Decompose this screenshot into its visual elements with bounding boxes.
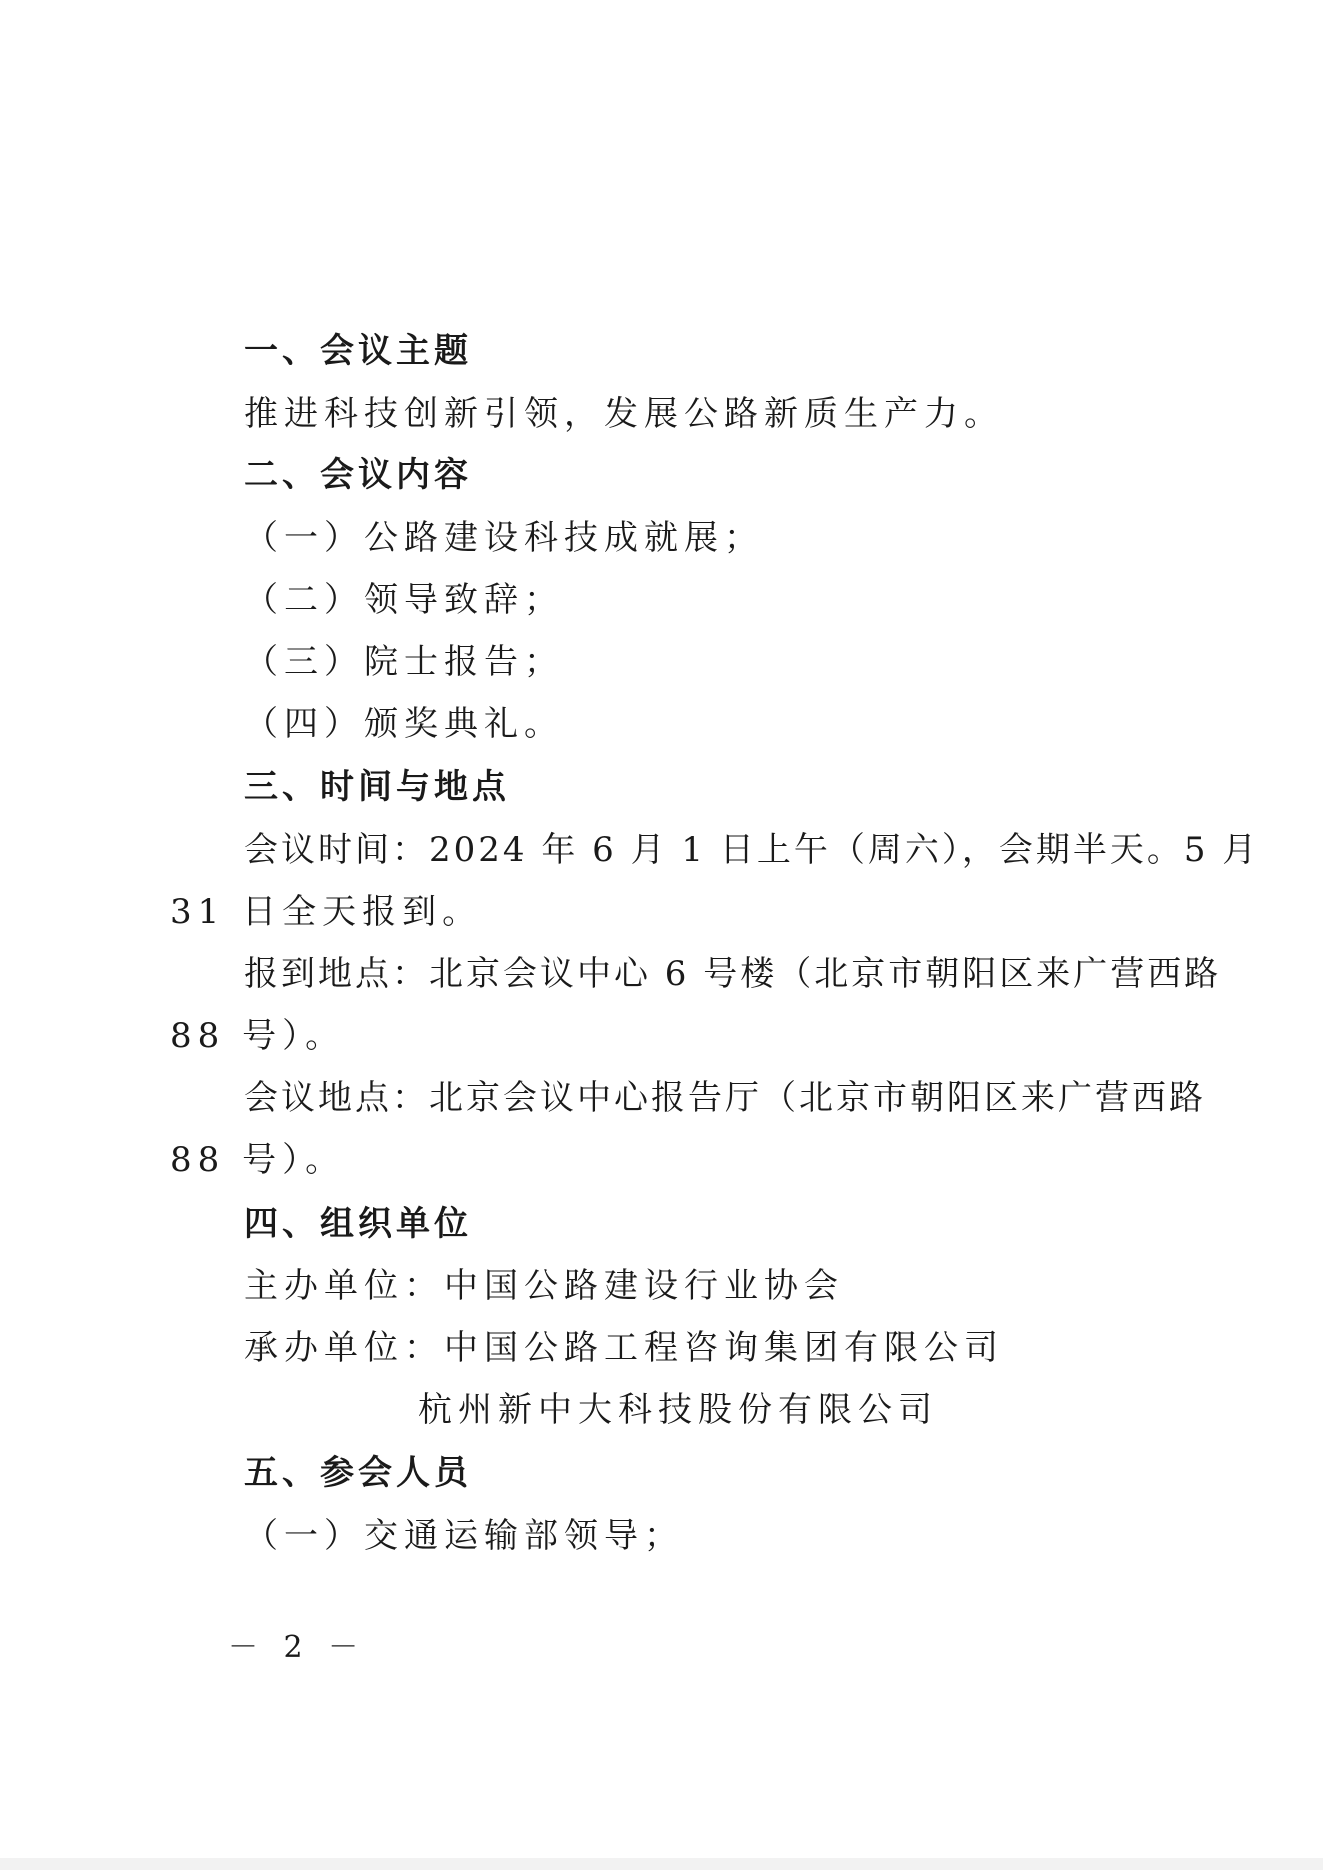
- content-item-4: （四）颁奖典礼。: [244, 704, 564, 744]
- scan-edge: [0, 1858, 1323, 1870]
- attendee-item-1: （一）交通运输部领导；: [244, 1516, 684, 1556]
- content-item-2: （二）领导致辞；: [244, 580, 564, 620]
- organizer-organization-2: 杭州新中大科技股份有限公司: [418, 1390, 938, 1430]
- content-item-3: （三）院士报告；: [244, 642, 564, 682]
- page-number: － 2 －: [228, 1630, 367, 1665]
- meeting-location-line-1: 会议地点：北京会议中心报告厅（北京市朝阳区来广营西路: [244, 1078, 1206, 1118]
- theme-text: 推进科技创新引领，发展公路新质生产力。: [244, 394, 1004, 434]
- checkin-location-line-1: 报到地点：北京会议中心 6 号楼（北京市朝阳区来广营西路: [244, 954, 1222, 994]
- section-heading-theme: 一、会议主题: [244, 331, 472, 371]
- meeting-time-line-1: 会议时间：2024 年 6 月 1 日上午（周六），会期半天。5 月: [244, 830, 1260, 870]
- content-item-1: （一）公路建设科技成就展；: [244, 518, 764, 558]
- section-heading-content: 二、会议内容: [244, 455, 472, 495]
- checkin-location-line-2: 88 号）。: [170, 1016, 346, 1056]
- host-organization: 主办单位：中国公路建设行业协会: [244, 1266, 844, 1306]
- meeting-location-line-2: 88 号）。: [170, 1140, 346, 1180]
- organizer-organization-1: 承办单位：中国公路工程咨询集团有限公司: [244, 1328, 1004, 1368]
- section-heading-attendees: 五、参会人员: [244, 1453, 472, 1493]
- meeting-time-line-2: 31 日全天报到。: [170, 892, 483, 932]
- section-heading-time-place: 三、时间与地点: [244, 767, 510, 807]
- section-heading-organizers: 四、组织单位: [244, 1204, 472, 1244]
